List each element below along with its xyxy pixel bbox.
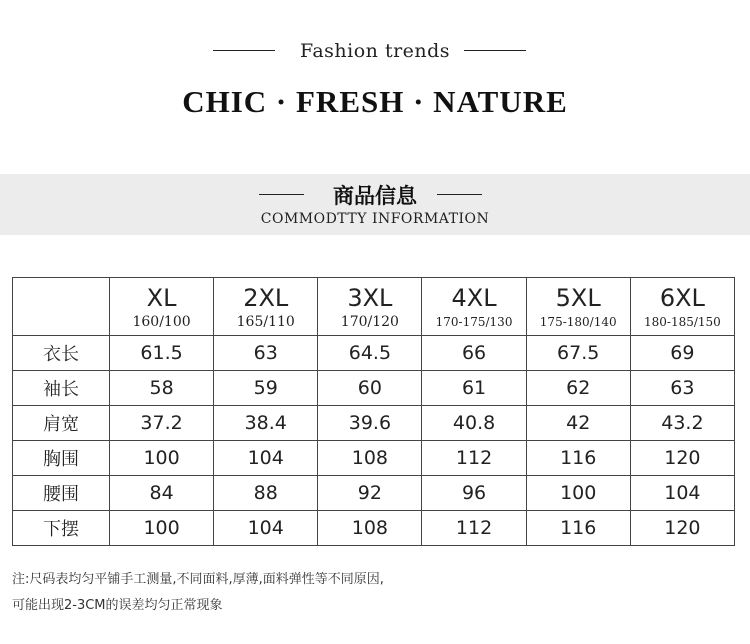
- table-cell: 61: [422, 371, 526, 406]
- table-cell: 88: [214, 476, 318, 511]
- table-row: [13, 406, 735, 441]
- table-cell: 112: [422, 511, 526, 546]
- size-header-row: [13, 278, 735, 336]
- size-header-5xl: [526, 278, 630, 336]
- table-cell: 116: [526, 511, 630, 546]
- headline: CHIC · FRESH · NATURE: [182, 84, 568, 119]
- size-spec: 180-185/150: [643, 314, 721, 329]
- table-cell: 63: [214, 336, 318, 371]
- table-cell: 62: [526, 371, 630, 406]
- table-cell: 120: [630, 441, 734, 476]
- table-cell: 42: [526, 406, 630, 441]
- measurement-note-line2: 可能出现2-3CM的误差均匀正常现象: [12, 598, 223, 613]
- size-name: 6XL: [659, 283, 705, 312]
- table-cell: 67.5: [526, 336, 630, 371]
- size-header-3xl: [318, 278, 422, 336]
- table-cell: 84: [110, 476, 214, 511]
- size-name: 2XL: [243, 283, 289, 312]
- table-cell: 39.6: [318, 406, 422, 441]
- table-cell: 100: [110, 441, 214, 476]
- table-cell: 64.5: [318, 336, 422, 371]
- table-cell: 92: [318, 476, 422, 511]
- tagline-rule-right: [464, 50, 526, 51]
- table-cell: 37.2: [110, 406, 214, 441]
- section-subtitle: COMMODTTY INFORMATION: [260, 211, 490, 227]
- table-cell: 104: [214, 511, 318, 546]
- table-cell: 120: [630, 511, 734, 546]
- table-row: [13, 371, 735, 406]
- table-cell: 59: [214, 371, 318, 406]
- size-header-6xl: [630, 278, 734, 336]
- table-cell: 60: [318, 371, 422, 406]
- measurement-note-line1: 注:尺码表均匀平铺手工测量,不同面料,厚薄,面料弹性等不同原因,: [12, 572, 384, 587]
- row-label: 肩宽: [13, 406, 110, 441]
- table-cell: 104: [630, 476, 734, 511]
- table-cell: 66: [422, 336, 526, 371]
- table-cell: 61.5: [110, 336, 214, 371]
- table-cell: 112: [422, 441, 526, 476]
- size-name: 5XL: [555, 283, 601, 312]
- size-table: [12, 277, 735, 546]
- size-spec: 170-175/130: [435, 314, 513, 329]
- table-cell: 69: [630, 336, 734, 371]
- table-row: [13, 476, 735, 511]
- size-header-2xl: [214, 278, 318, 336]
- size-name: XL: [146, 283, 177, 312]
- table-cell: 58: [110, 371, 214, 406]
- table-cell: 104: [214, 441, 318, 476]
- size-name: 4XL: [451, 283, 497, 312]
- section-title-rule-right: [437, 194, 482, 195]
- table-cell: 40.8: [422, 406, 526, 441]
- table-row: [13, 441, 735, 476]
- row-label: 腰围: [13, 476, 110, 511]
- row-label: 胸围: [13, 441, 110, 476]
- table-cell: 38.4: [214, 406, 318, 441]
- table-cell: 116: [526, 441, 630, 476]
- table-cell: 43.2: [630, 406, 734, 441]
- table-cell: 100: [526, 476, 630, 511]
- size-spec: 175-180/140: [539, 314, 617, 329]
- table-row: [13, 511, 735, 546]
- table-cell: 96: [422, 476, 526, 511]
- size-spec: 165/110: [236, 313, 295, 330]
- corner-cell: [13, 278, 110, 336]
- size-name: 3XL: [347, 283, 393, 312]
- row-label: 下摆: [13, 511, 110, 546]
- row-label: 袖长: [13, 371, 110, 406]
- size-header-4xl: [422, 278, 526, 336]
- table-cell: 100: [110, 511, 214, 546]
- size-spec: 170/120: [340, 313, 399, 330]
- table-row: [13, 336, 735, 371]
- row-label: 衣长: [13, 336, 110, 371]
- size-header-xl: [110, 278, 214, 336]
- tagline: Fashion trends: [299, 40, 451, 62]
- size-spec: 160/100: [132, 313, 191, 330]
- table-cell: 63: [630, 371, 734, 406]
- section-title: 商品信息: [333, 184, 417, 208]
- table-cell: 108: [318, 511, 422, 546]
- table-cell: 108: [318, 441, 422, 476]
